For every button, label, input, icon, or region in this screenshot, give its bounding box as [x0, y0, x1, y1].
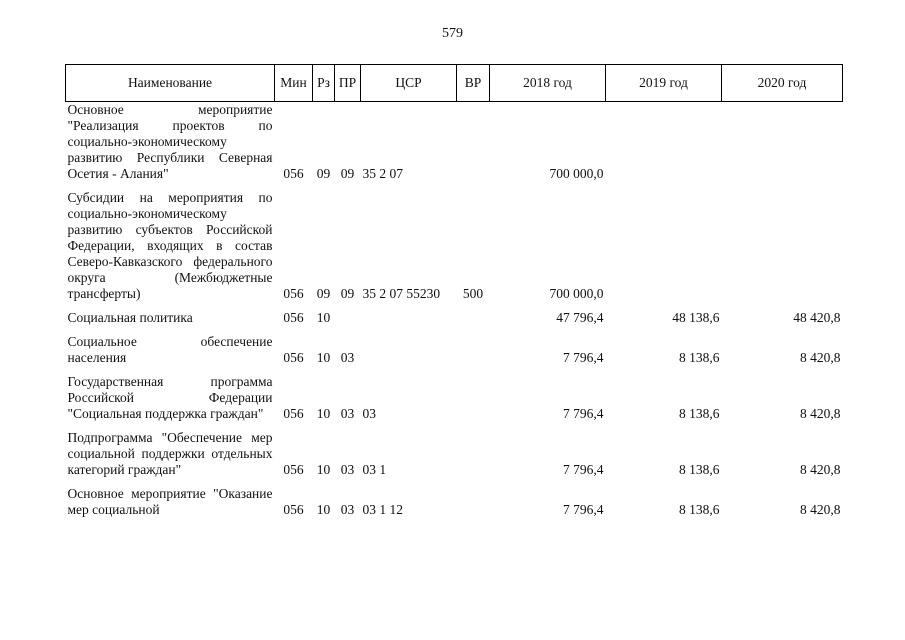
- cell-name: Субсидии на мероприятия по социально-экономическому развитию субъектов Российской Федерации, входящих в состав Северо-Кавказского федерального округа (Межбюджетные трансферты): [67, 190, 273, 301]
- table-row: [66, 430, 843, 478]
- cell-min: 056: [283, 310, 304, 325]
- table-header-row: [66, 65, 843, 102]
- cell-csr: 03 1 12: [362, 502, 403, 517]
- cell-min: 056: [283, 462, 304, 477]
- cell-2020: 8 420,8: [800, 462, 841, 477]
- cell-rz: 09: [316, 166, 331, 181]
- table-row: [66, 102, 843, 183]
- cell-2020: [722, 102, 843, 183]
- cell-2018: 7 796,4: [563, 462, 604, 477]
- cell-vr: [457, 486, 490, 518]
- cell-rz: 10: [316, 350, 331, 365]
- header-csr: ЦСР: [361, 65, 457, 102]
- cell-2020: 8 420,8: [800, 350, 841, 365]
- header-2020: 2020 год: [722, 65, 843, 102]
- cell-rz: 10: [316, 502, 331, 517]
- row-spacer-cell: [66, 302, 843, 310]
- table-row: [66, 334, 843, 366]
- row-spacer: [66, 422, 843, 430]
- cell-2018: 700 000,0: [549, 166, 604, 181]
- header-2019: 2019 год: [606, 65, 722, 102]
- cell-csr: 03 1: [362, 462, 387, 477]
- row-spacer-cell: [66, 366, 843, 374]
- cell-2019: 8 138,6: [679, 350, 720, 365]
- table-body: [66, 102, 843, 519]
- cell-2018: 700 000,0: [549, 286, 604, 301]
- cell-name: Государственная программа Российской Федерации "Социальная поддержка граждан": [67, 374, 273, 421]
- row-spacer: [66, 366, 843, 374]
- cell-rz: 09: [316, 286, 331, 301]
- page-number: 579: [442, 26, 463, 41]
- cell-2018: 7 796,4: [563, 350, 604, 365]
- cell-pr: 03: [340, 462, 355, 477]
- cell-2019: [606, 190, 722, 302]
- cell-2019: 48 138,6: [672, 310, 720, 325]
- row-spacer-cell: [66, 478, 843, 486]
- cell-2020: 8 420,8: [800, 502, 841, 517]
- cell-vr: [457, 102, 490, 183]
- cell-csr: [361, 310, 457, 326]
- row-spacer: [66, 182, 843, 190]
- cell-2018: 7 796,4: [563, 502, 604, 517]
- cell-name: Основное мероприятие "Реализация проектов по социально-экономическому развитию Республики Северная Осетия - Алания": [67, 102, 273, 181]
- cell-csr: 03: [362, 406, 376, 421]
- header-pr: ПР: [335, 65, 361, 102]
- cell-vr: [457, 430, 490, 478]
- cell-2020: 8 420,8: [800, 406, 841, 421]
- cell-name: Основное мероприятие "Оказание мер социальной: [67, 486, 273, 517]
- table-row: [66, 310, 843, 326]
- cell-pr: 09: [340, 166, 355, 181]
- header-2018: 2018 год: [490, 65, 606, 102]
- header-vr: ВР: [457, 65, 490, 102]
- cell-min: 056: [283, 286, 304, 301]
- cell-2019: 8 138,6: [679, 462, 720, 477]
- budget-table: [65, 64, 843, 518]
- cell-2018: 47 796,4: [556, 310, 604, 325]
- cell-vr: [457, 334, 490, 366]
- table-row: [66, 486, 843, 518]
- cell-rz: 10: [316, 310, 331, 325]
- cell-min: 056: [283, 502, 304, 517]
- row-spacer: [66, 302, 843, 310]
- cell-name: Социальная политика: [67, 310, 193, 325]
- cell-pr: 03: [340, 406, 355, 421]
- row-spacer-cell: [66, 182, 843, 190]
- cell-2020: 48 420,8: [793, 310, 841, 325]
- cell-pr: 09: [340, 286, 355, 301]
- header-min: Мин: [275, 65, 313, 102]
- cell-name: Подпрограмма "Обеспечение мер социальной поддержки отдельных категорий граждан": [67, 430, 273, 477]
- cell-vr: 500: [462, 286, 484, 301]
- table-row: [66, 374, 843, 422]
- cell-csr: 35 2 07 55230: [362, 286, 441, 301]
- row-spacer-cell: [66, 422, 843, 430]
- table-row: [66, 190, 843, 302]
- cell-2019: 8 138,6: [679, 406, 720, 421]
- cell-pr: 03: [340, 502, 355, 517]
- cell-csr: 35 2 07: [362, 166, 403, 181]
- cell-2019: 8 138,6: [679, 502, 720, 517]
- cell-rz: 10: [316, 462, 331, 477]
- row-spacer-cell: [66, 326, 843, 334]
- cell-pr: 03: [340, 350, 355, 365]
- cell-csr: [361, 334, 457, 366]
- cell-min: 056: [283, 406, 304, 421]
- cell-pr: [335, 310, 361, 326]
- cell-vr: [457, 374, 490, 422]
- cell-min: 056: [283, 350, 304, 365]
- row-spacer: [66, 478, 843, 486]
- cell-vr: [457, 310, 490, 326]
- cell-2019: [606, 102, 722, 183]
- header-name: Наименование: [66, 65, 275, 102]
- row-spacer: [66, 326, 843, 334]
- cell-2020: [722, 190, 843, 302]
- cell-rz: 10: [316, 406, 331, 421]
- cell-min: 056: [283, 166, 304, 181]
- cell-2018: 7 796,4: [563, 406, 604, 421]
- cell-name: Социальное обеспечение населения: [67, 334, 273, 365]
- header-rz: Рз: [313, 65, 335, 102]
